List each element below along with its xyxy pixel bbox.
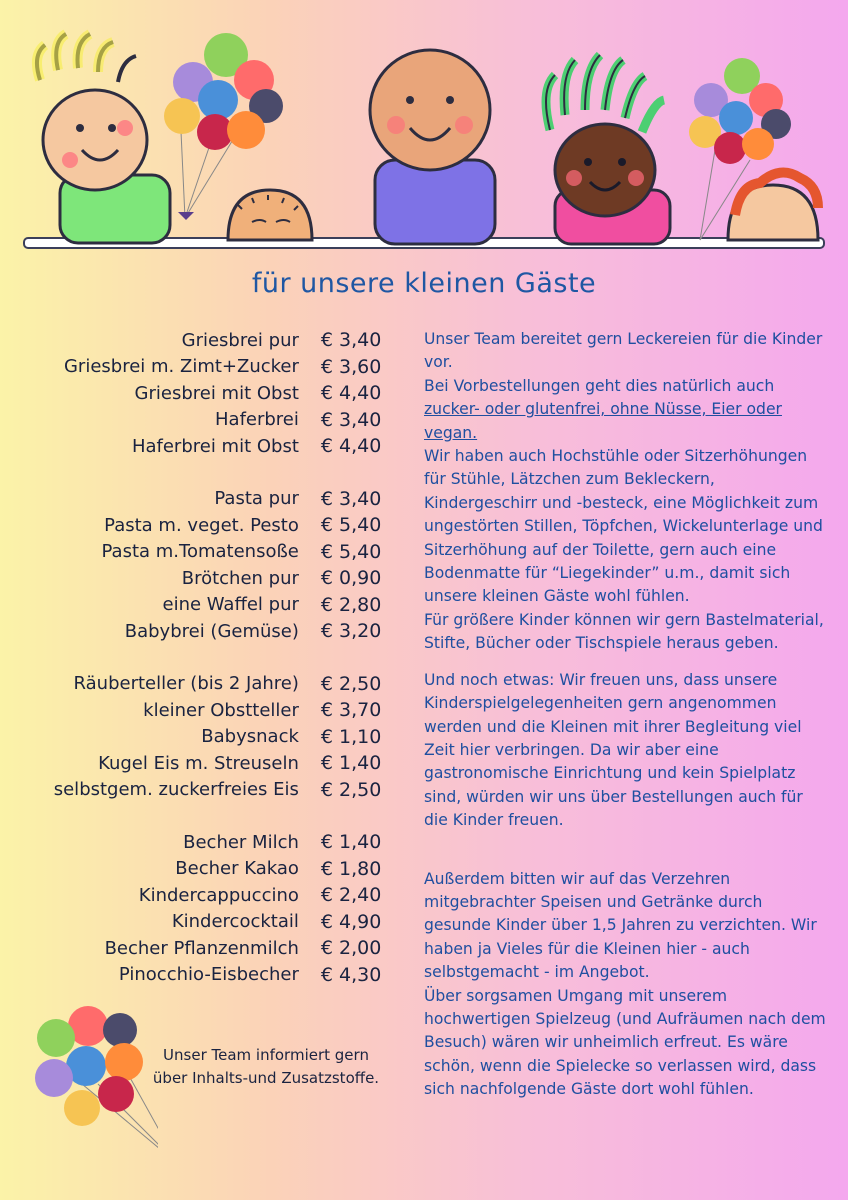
menu-item-name: Griesbrei pur (181, 329, 299, 351)
menu-item-price: € 3,60 (320, 355, 382, 378)
info-paragraph: Über sorgsamen Umgang mit unserem hochwertigen Spielzeug (und Aufräumen nach dem Besuch) wären wir unheimlich erfreut. Es wäre schön, wenn die Spielecke so verlassen wird, dass sich nachfolgende Gäste dort wohl fühlen. (424, 986, 826, 1099)
menu-group-pasta (20, 486, 400, 645)
children-illustration (0, 0, 848, 255)
info-paragraph: Unser Team bereitet gern Leckereien für die Kinder vor. (424, 330, 823, 372)
menu-item-price: € 5,40 (320, 514, 382, 537)
kids-menu (20, 327, 400, 1014)
menu-item-price: € 1,10 (320, 725, 382, 748)
menu-item-name: Brötchen pur (181, 567, 299, 589)
menu-item (20, 856, 400, 883)
menu-item-price: € 4,90 (320, 910, 382, 933)
info-text (424, 328, 828, 1102)
info-paragraph (424, 375, 828, 445)
menu-item-name: eine Waffel pur (162, 594, 299, 616)
menu-item (20, 539, 400, 566)
allergen-note: Unser Team informiert gern über Inhalts-und Zusatzstoffe. (152, 1046, 380, 1087)
menu-item-price: € 0,90 (320, 567, 382, 590)
menu-item (20, 512, 400, 539)
child-3-figure (370, 50, 495, 244)
child-2-figure (228, 190, 312, 240)
menu-item (20, 697, 400, 724)
menu-item-price: € 2,80 (320, 593, 382, 616)
menu-item (20, 618, 400, 645)
menu-item (20, 433, 400, 460)
menu-item-price: € 3,40 (320, 408, 382, 431)
menu-item-price: € 2,50 (320, 778, 382, 801)
menu-item (20, 565, 400, 592)
menu-item (20, 724, 400, 751)
menu-item-price: € 4,40 (320, 435, 382, 458)
menu-item-name: Räuberteller (bis 2 Jahre) (73, 673, 299, 695)
menu-item-name: Griesbrei mit Obst (134, 382, 299, 404)
info-paragraph: Für größere Kinder können wir gern Bastelmaterial, Stifte, Bücher oder Tischspiele heraus geben. (424, 610, 824, 653)
menu-item (20, 380, 400, 407)
menu-item-price: € 3,20 (320, 620, 382, 643)
menu-item (20, 354, 400, 381)
child-4-figure (546, 55, 670, 244)
menu-item-name: Haferbrei mit Obst (131, 435, 299, 457)
menu-item-price: € 3,40 (320, 487, 382, 510)
menu-item-name: Pasta m.Tomatensoße (101, 541, 299, 563)
menu-item-name: Kindercappuccino (138, 884, 299, 906)
info-underlined-text: zucker- oder glutenfrei, ohne Nüsse, Eier oder vegan. (424, 400, 782, 442)
info-paragraph: Außerdem bitten wir auf das Verzehren mitgebrachter Speisen und Getränke durch gesunde Kinder über 1,5 Jahren zu verzichten. Wir haben ja Vieles für die Kleinen hier - auch selbstgemacht - im Angebot. (424, 869, 817, 982)
menu-item (20, 592, 400, 619)
menu-group-snacks (20, 671, 400, 804)
menu-group-porridge (20, 327, 400, 460)
menu-item-name: Kugel Eis m. Streuseln (98, 752, 299, 774)
menu-item-name: Becher Pflanzenmilch (104, 937, 299, 959)
menu-item (20, 486, 400, 513)
menu-item-name: selbstgem. zuckerfreies Eis (53, 779, 299, 801)
info-paragraph: Und noch etwas: Wir freuen uns, dass unsere Kinderspielgelegenheiten gern angenommen werden und die Kleinen mit ihrer Begleitung viel Zeit hier verbringen. Da wir aber eine gastronomische Einrichtung und kein Spielplatz sind, würden wir uns über Bestellungen auch für die Kinder freuen. (424, 670, 803, 830)
menu-item-name: Babybrei (Gemüse) (124, 620, 299, 642)
menu-item (20, 962, 400, 989)
menu-item-name: Becher Kakao (175, 858, 299, 880)
menu-item (20, 777, 400, 804)
menu-item-price: € 4,30 (320, 963, 382, 986)
menu-item-name: Pinocchio-Eisbecher (118, 964, 299, 986)
menu-item-name: Pasta pur (214, 488, 299, 510)
menu-item-price: € 4,40 (320, 382, 382, 405)
menu-group-drinks (20, 829, 400, 988)
menu-item (20, 750, 400, 777)
menu-item-name: Babysnack (201, 726, 299, 748)
menu-item (20, 829, 400, 856)
info-paragraph-lead: Bei Vorbestellungen geht dies natürlich auch (424, 376, 775, 395)
menu-item-price: € 1,40 (320, 752, 382, 775)
menu-item-price: € 1,40 (320, 831, 382, 854)
menu-item (20, 882, 400, 909)
menu-item-name: Haferbrei (215, 409, 299, 431)
menu-item-price: € 2,00 (320, 937, 382, 960)
menu-item-price: € 3,40 (320, 329, 382, 352)
menu-item (20, 407, 400, 434)
child-5-figure (728, 173, 818, 240)
balloons-bottom-left (28, 1004, 158, 1184)
child-1-figure (37, 34, 170, 243)
menu-item (20, 935, 400, 962)
menu-item-price: € 1,80 (320, 857, 382, 880)
menu-item-price: € 2,50 (320, 672, 382, 695)
menu-item-name: Pasta m. veget. Pesto (104, 514, 299, 536)
menu-item-price: € 5,40 (320, 540, 382, 563)
menu-item (20, 327, 400, 354)
page-title: für unsere kleinen Gäste (251, 268, 597, 299)
menu-item (20, 671, 400, 698)
menu-item-name: kleiner Obstteller (143, 699, 299, 721)
menu-item-name: Kindercocktail (171, 911, 299, 933)
info-paragraph: Wir haben auch Hochstühle oder Sitzerhöhungen für Stühle, Lätzchen zum Bekleckern, Kindergeschirr und -besteck, eine Möglichkeit zum ungestörten Stillen, Töpfchen, Wickelunterlage und Sitzerhöhung auf der Toilette, gern auch eine Bodenmatte für “Liegekinder” u.m., damit sich unsere kleinen Gäste wohl fühlen. (424, 447, 823, 606)
menu-item-name: Griesbrei m. Zimt+Zucker (63, 356, 299, 378)
menu-item-price: € 3,70 (320, 699, 382, 722)
menu-item-name: Becher Milch (183, 831, 299, 853)
menu-item-price: € 2,40 (320, 884, 382, 907)
menu-item (20, 909, 400, 936)
